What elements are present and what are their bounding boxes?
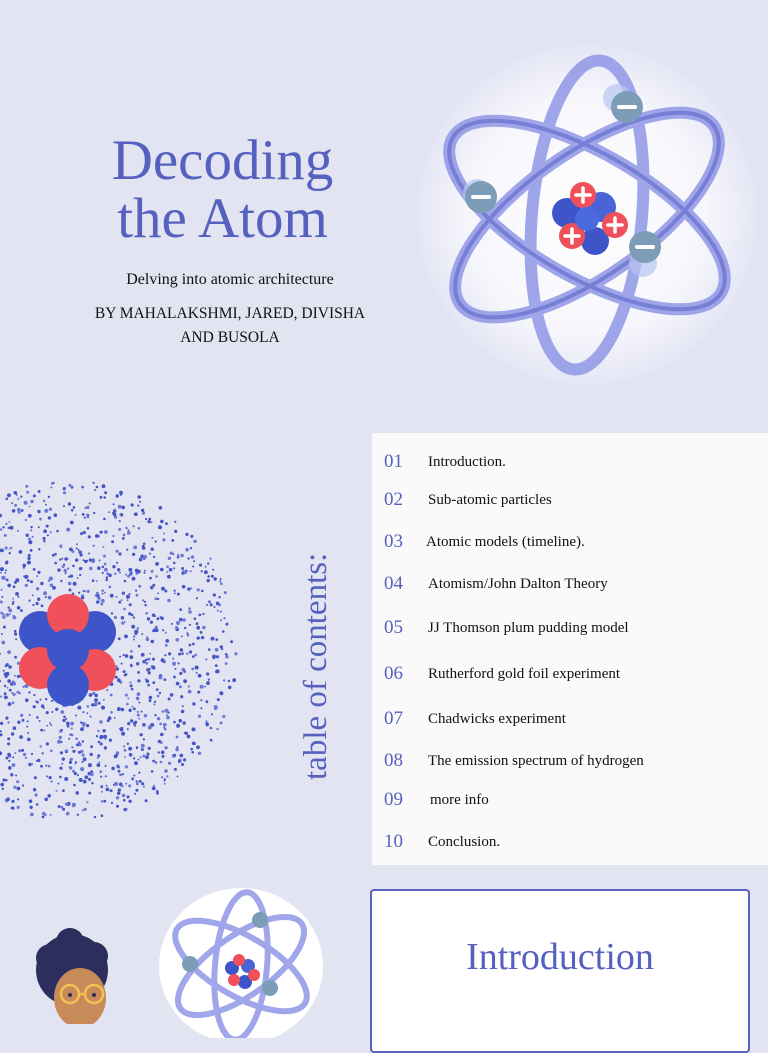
- page-title: [60, 129, 385, 250]
- toc-label: Atomism/John Dalton Theory: [428, 576, 608, 592]
- title-line-1: Decoding: [111, 129, 334, 192]
- toc-label: Rutherford gold foil experiment: [428, 666, 621, 682]
- toc-number: 05: [384, 617, 403, 638]
- toc-item[interactable]: [372, 485, 768, 515]
- toc-label: Chadwicks experiment: [428, 711, 566, 727]
- toc-label: JJ Thomson plum pudding model: [428, 620, 629, 636]
- atom-icon: [415, 43, 760, 388]
- toc-number: 09: [384, 789, 403, 810]
- toc-heading: [298, 510, 334, 780]
- toc-item[interactable]: [372, 613, 768, 643]
- intro-title: Introduction: [466, 936, 654, 978]
- nucleus-icon: [19, 594, 116, 706]
- title-slide: [0, 0, 768, 420]
- atom-icon: [158, 888, 324, 1038]
- toc-number: 04: [384, 573, 403, 594]
- toc-label: Introduction.: [428, 454, 506, 470]
- toc-number: 07: [384, 708, 403, 729]
- toc-item[interactable]: [372, 704, 768, 734]
- toc-item[interactable]: [372, 527, 768, 557]
- toc-item[interactable]: [372, 785, 768, 815]
- toc-item[interactable]: [372, 746, 768, 776]
- title-line-2: the Atom: [117, 187, 328, 250]
- authors: [60, 302, 400, 350]
- toc-number: 02: [384, 489, 403, 510]
- toc-label: Conclusion.: [428, 834, 501, 850]
- toc-number: 01: [384, 451, 403, 472]
- toc-item[interactable]: [372, 659, 768, 689]
- toc-item[interactable]: [372, 569, 768, 599]
- toc-label: more info: [430, 792, 489, 808]
- toc-label: Sub-atomic particles: [428, 492, 552, 508]
- subtitle: Delving into atomic architecture: [126, 271, 334, 288]
- toc-number: 03: [384, 531, 403, 552]
- intro-card: [370, 889, 750, 1053]
- person-illustration: [20, 928, 120, 1024]
- toc-item[interactable]: [372, 447, 768, 477]
- authors-line-2: AND BUSOLA: [180, 329, 280, 346]
- toc-label: Atomic models (timeline).: [426, 534, 585, 550]
- particle-cloud-illustration: [0, 470, 245, 830]
- toc-number: 10: [384, 831, 403, 852]
- toc-number: 08: [384, 750, 403, 771]
- toc-heading-text: table of contents:: [298, 552, 334, 780]
- toc-label: The emission spectrum of hydrogen: [428, 753, 644, 769]
- toc-item[interactable]: [372, 827, 768, 857]
- toc-number: 06: [384, 663, 403, 684]
- authors-line-1: BY MAHALAKSHMI, JARED, DIVISHA: [94, 305, 366, 322]
- toc-panel: [372, 433, 768, 865]
